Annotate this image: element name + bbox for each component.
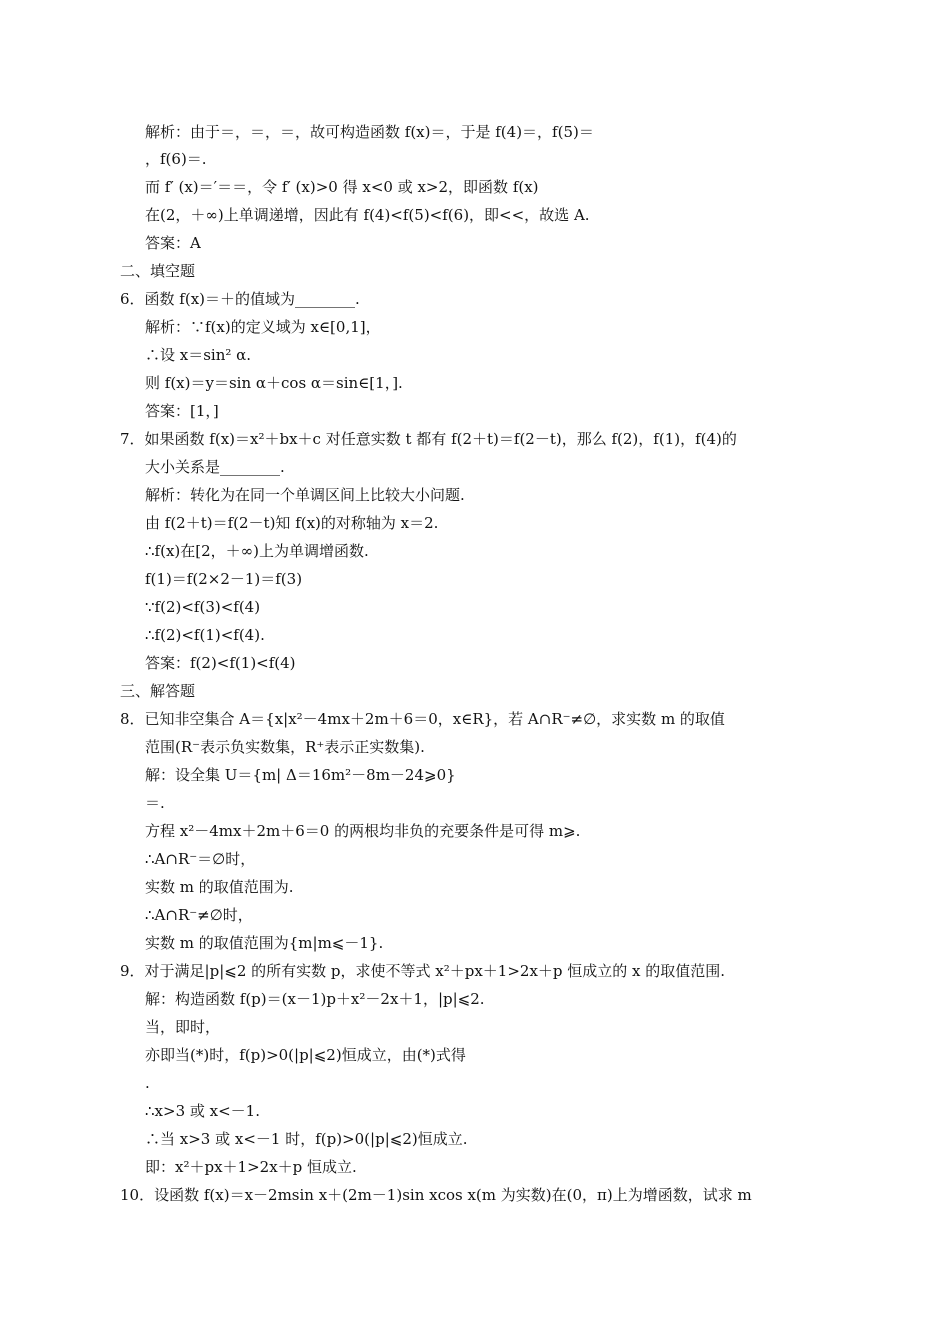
question-line: 9．对于满足|p|⩽2 的所有实数 p，求使不等式 x²＋px＋1>2x＋p 恒成立的 x 的取值范围. [120, 962, 726, 980]
body-line: 实数 m 的取值范围为. [145, 878, 294, 896]
body-line: . [145, 1074, 150, 1092]
question-line: 三、解答题 [120, 682, 196, 700]
body-line: ∴A∩R⁻≠∅时， [145, 906, 253, 924]
body-line: ∵f(2)<f(3)<f(4) [145, 598, 261, 616]
body-line: 解：构造函数 f(p)＝(x－1)p＋x²－2x＋1，|p|⩽2. [145, 990, 485, 1008]
question-line: 7．如果函数 f(x)＝x²＋bx＋c 对任意实数 t 都有 f(2＋t)＝f(2－t)，那么 f(2)，f(1)，f(4)的 [120, 430, 737, 448]
body-line: ∴当 x>3 或 x<－1 时，f(p)>0(|p|⩽2)恒成立. [145, 1130, 468, 1148]
body-line: 答案：A [145, 234, 201, 252]
body-line: 方程 x²－4mx＋2m＋6＝0 的两根均非负的充要条件是可得 m⩾. [145, 822, 581, 840]
body-line: 解析：由于＝，＝，＝，故可构造函数 f(x)＝，于是 f(4)＝，f(5)＝ [145, 123, 594, 141]
body-line: 即：x²＋px＋1>2x＋p 恒成立. [145, 1158, 357, 1176]
question-line: 二、填空题 [120, 262, 196, 280]
body-line: 实数 m 的取值范围为{m|m⩽－1}. [145, 934, 384, 952]
body-line: 答案：f(2)<f(1)<f(4) [145, 654, 296, 672]
body-line: f(1)＝f(2×2－1)＝f(3) [145, 570, 303, 588]
body-line: ∴设 x＝sin² α. [145, 346, 252, 364]
body-line: 则 f(x)＝y＝sin α＋cos α＝sin∈[1，]. [145, 374, 403, 392]
body-line: 解析：∵f(x)的定义域为 x∈[0,1]， [145, 318, 381, 336]
body-line: ，f(6)＝. [145, 150, 207, 168]
body-line: 解析：转化为在同一个单调区间上比较大小问题. [145, 486, 465, 504]
question-line: 8．已知非空集合 A＝{x|x²－4mx＋2m＋6＝0，x∈R}，若 A∩R⁻≠∅，求实数 m 的取值 [120, 710, 725, 728]
body-line: 范围(R⁻表示负实数集，R⁺表示正实数集). [145, 738, 425, 756]
body-line: 解：设全集 U＝{m| Δ＝16m²－8m－24⩾0} [145, 766, 456, 784]
body-line: ∴f(x)在[2，＋∞)上为单调增函数. [145, 542, 369, 560]
body-line: 亦即当(*)时，f(p)>0(|p|⩽2)恒成立，由(*)式得 [145, 1046, 466, 1064]
body-line: 答案：[1，] [145, 402, 219, 420]
body-line: 而 f′ (x)＝′＝＝，令 f′ (x)>0 得 x<0 或 x>2，即函数 f(x) [145, 178, 539, 196]
body-line: 大小关系是________. [145, 458, 285, 476]
body-line: ∴A∩R⁻＝∅时， [145, 850, 256, 868]
body-line: ∴x>3 或 x<－1. [145, 1102, 260, 1120]
body-line: 当，即时， [145, 1018, 221, 1036]
body-line: 在(2，＋∞)上单调递增，因此有 f(4)<f(5)<f(6)，即<<，故选 A. [145, 206, 590, 224]
body-line: 由 f(2＋t)＝f(2－t)知 f(x)的对称轴为 x＝2. [145, 514, 439, 532]
question-line: 6．函数 f(x)＝＋的值域为________. [120, 290, 360, 308]
body-line: ＝. [145, 794, 165, 812]
question-line: 10．设函数 f(x)＝x－2msin x＋(2m－1)sin xcos x(m 为实数)在(0，π)上为增函数，试求 m [120, 1186, 752, 1204]
body-line: ∴f(2)<f(1)<f(4). [145, 626, 265, 644]
